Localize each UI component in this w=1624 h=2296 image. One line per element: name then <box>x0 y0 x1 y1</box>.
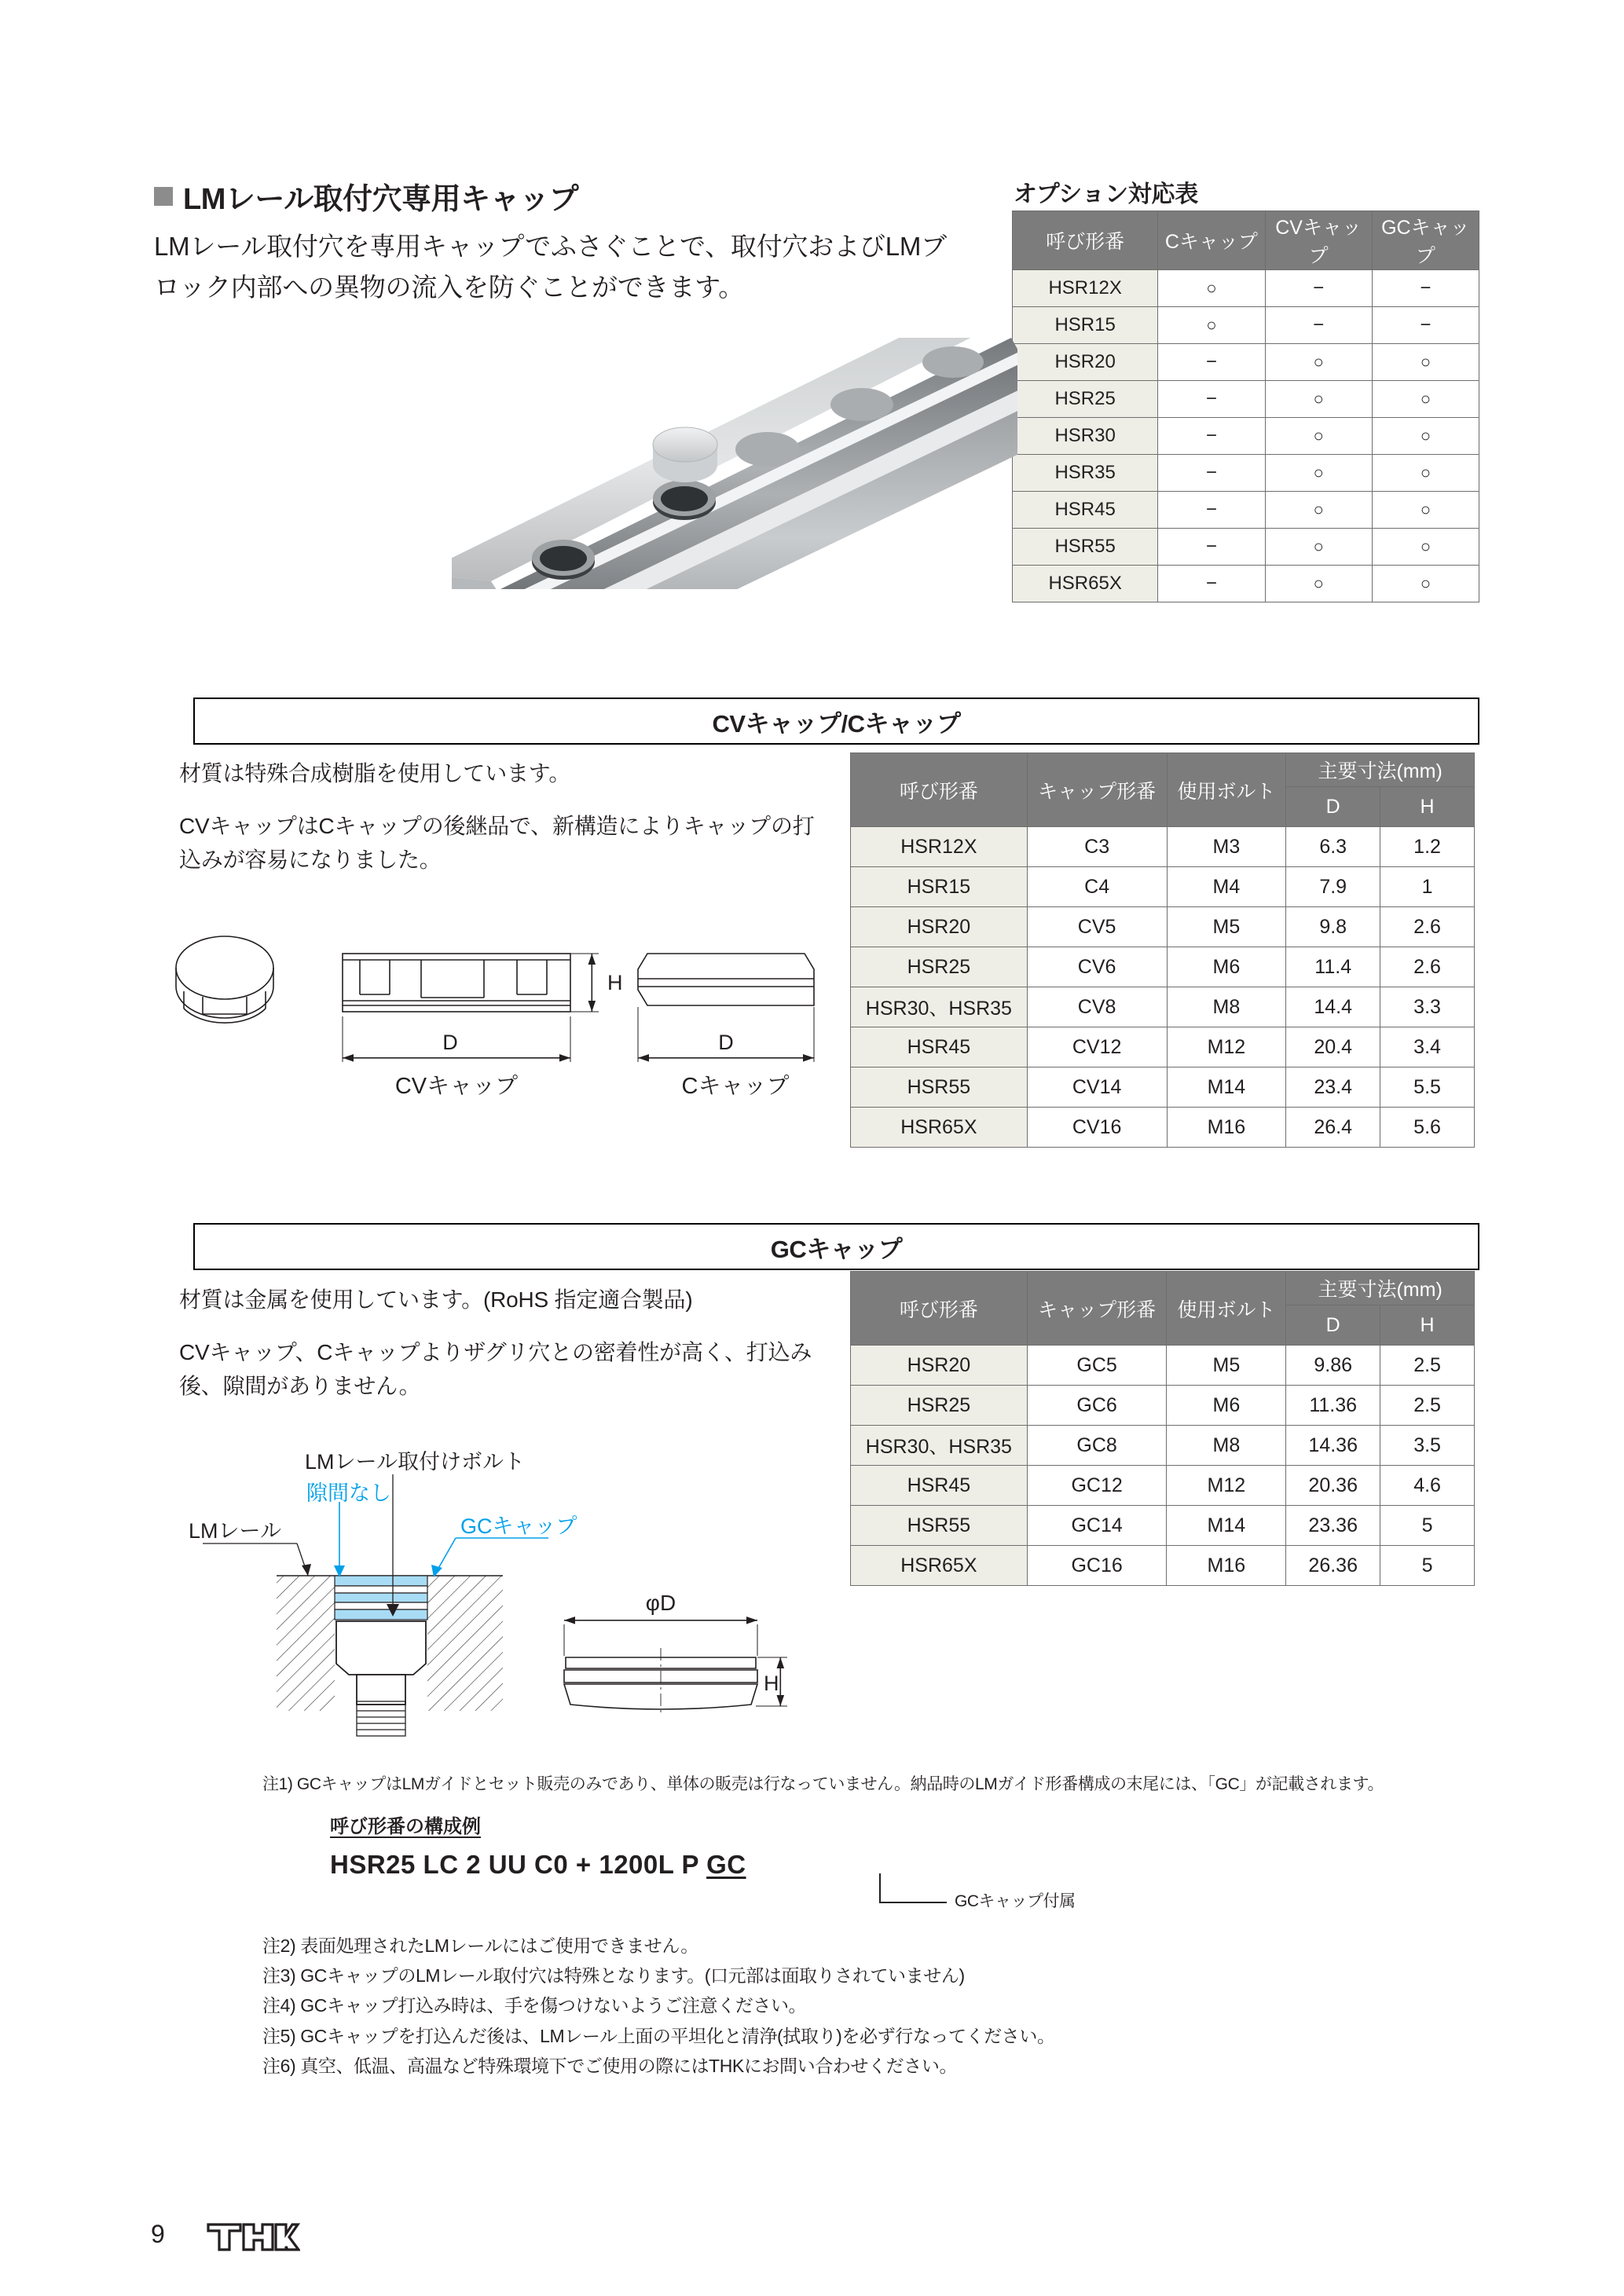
gc-col-h: H <box>1380 1305 1475 1346</box>
cv-paragraph-1: 材質は特殊合成樹脂を使用しています。 <box>179 761 571 785</box>
option-cell-c <box>1158 270 1265 307</box>
lm-rail-photo <box>452 338 1017 589</box>
spec-cell-d: 26.4 <box>1286 1108 1380 1148</box>
circle-mark-icon: ○ <box>1206 278 1217 298</box>
circle-mark-icon: ○ <box>1420 573 1432 593</box>
table-row <box>1013 455 1479 492</box>
spec-cell-bolt: M3 <box>1167 827 1286 867</box>
option-cell-model: HSR20 <box>1013 344 1158 381</box>
option-cell-cv <box>1265 381 1372 418</box>
section-band-cv-label: CVキャップ/Cキャップ <box>712 709 961 738</box>
gc-rail-label: LMレール <box>189 1519 281 1543</box>
spec-cell-cap: CV14 <box>1027 1067 1167 1108</box>
c-cap-caption: Cキャップ <box>681 1074 790 1099</box>
model-example-main: HSR25 LC 2 UU C0 + 1200L P <box>330 1850 707 1879</box>
option-cell-cv <box>1265 418 1372 455</box>
option-cell-cv <box>1265 270 1372 307</box>
section-band-gc <box>193 1223 1479 1270</box>
gc-col-cap: キャップ形番 <box>1027 1272 1167 1346</box>
gc-spec-table <box>850 1271 1475 1586</box>
gc-bolt-label: LMレール取付けボルト <box>305 1450 525 1474</box>
dash-mark-icon: − <box>1205 536 1217 557</box>
table-row <box>1013 418 1479 455</box>
table-row <box>1013 381 1479 418</box>
section-band-gc-label: GCキャップ <box>770 1235 903 1263</box>
spec-cell-model: HSR45 <box>851 1027 1028 1067</box>
table-row <box>1013 529 1479 566</box>
option-cell-cv <box>1265 566 1372 602</box>
spec-cell-h: 5 <box>1380 1546 1475 1586</box>
spec-cell-cap: GC16 <box>1027 1546 1167 1586</box>
section-band-cv <box>193 698 1479 745</box>
table-row <box>851 1466 1475 1506</box>
dash-mark-icon: − <box>1205 573 1217 594</box>
table-row <box>1013 307 1479 344</box>
spec-cell-cap: CV6 <box>1027 947 1167 987</box>
dash-mark-icon: − <box>1205 388 1217 409</box>
spec-cell-bolt: M16 <box>1167 1546 1286 1586</box>
table-row <box>851 947 1475 987</box>
option-cell-c <box>1158 566 1265 602</box>
cv-col-cap: キャップ形番 <box>1027 753 1167 827</box>
spec-cell-cap: GC8 <box>1027 1426 1167 1466</box>
spec-cell-h: 2.6 <box>1380 947 1475 987</box>
page-title <box>154 174 578 218</box>
cv-col-h: H <box>1380 787 1475 827</box>
callout-leader-horizontal <box>879 1902 947 1903</box>
spec-cell-cap: GC5 <box>1027 1346 1167 1386</box>
option-cell-model: HSR15 <box>1013 307 1158 344</box>
table-header-row <box>1013 211 1479 270</box>
spec-cell-bolt: M5 <box>1167 907 1286 947</box>
spec-cell-h: 5.6 <box>1380 1108 1475 1148</box>
circle-mark-icon: ○ <box>1420 352 1432 372</box>
spec-cell-d: 14.4 <box>1286 987 1380 1027</box>
spec-cell-h: 2.5 <box>1380 1346 1475 1386</box>
spec-cell-h: 5 <box>1380 1506 1475 1546</box>
spec-cell-model: HSR65X <box>851 1546 1028 1586</box>
dash-mark-icon: − <box>1205 425 1217 446</box>
gc-paragraph-2: CVキャップ、Cキャップよりザグリ穴との密着性が高く、打込み後、隙間がありません。 <box>179 1340 812 1399</box>
option-cell-c <box>1158 492 1265 529</box>
option-cell-gc <box>1372 418 1479 455</box>
option-cell-c <box>1158 307 1265 344</box>
spec-cell-model: HSR25 <box>851 1386 1028 1426</box>
option-cell-cv <box>1265 492 1372 529</box>
circle-mark-icon: ○ <box>1313 352 1324 372</box>
dash-mark-icon: − <box>1205 462 1217 483</box>
note-5: 注5) GCキャップを打込んだ後は、LMレール上面の平坦化と清浄(拭取り)を必ず行なってください。 <box>262 2025 1055 2046</box>
col-header-gc-cap: GCキャップ <box>1372 211 1479 270</box>
c-dim-d-label: D <box>718 1031 734 1054</box>
spec-cell-h: 3.3 <box>1380 987 1475 1027</box>
circle-mark-icon: ○ <box>1313 463 1324 482</box>
option-cell-c <box>1158 455 1265 492</box>
circle-mark-icon: ○ <box>1313 426 1324 445</box>
cv-paragraph-2: CVキャップはCキャップの後継品で、新構造によりキャップの打込みが容易になりました。 <box>179 814 815 873</box>
cv-cap-drawing <box>154 919 822 1147</box>
spec-cell-model: HSR30、HSR35 <box>851 987 1028 1027</box>
spec-cell-h: 1 <box>1380 867 1475 907</box>
option-cell-cv <box>1265 344 1372 381</box>
spec-cell-cap: CV5 <box>1027 907 1167 947</box>
spec-cell-d: 11.36 <box>1286 1386 1380 1426</box>
spec-cell-model: HSR55 <box>851 1067 1028 1108</box>
cv-dim-h-label: H <box>607 971 623 994</box>
option-cell-c <box>1158 381 1265 418</box>
spec-cell-d: 23.36 <box>1286 1506 1380 1546</box>
dash-mark-icon: − <box>1205 351 1217 372</box>
table-row <box>1013 344 1479 381</box>
spec-cell-bolt: M8 <box>1167 987 1286 1027</box>
spec-cell-cap: GC12 <box>1027 1466 1167 1506</box>
option-table-title: オプション対応表 <box>1014 181 1198 207</box>
spec-cell-h: 2.5 <box>1380 1386 1475 1426</box>
spec-cell-model: HSR65X <box>851 1108 1028 1148</box>
callout-label: GCキャップ付属 <box>955 1892 1076 1910</box>
option-cell-model: HSR25 <box>1013 381 1158 418</box>
gc-dim-h-label: H <box>764 1672 779 1695</box>
table-row <box>851 1067 1475 1108</box>
circle-mark-icon: ○ <box>1420 463 1432 482</box>
option-cell-cv <box>1265 455 1372 492</box>
spec-cell-d: 23.4 <box>1286 1067 1380 1108</box>
circle-mark-icon: ○ <box>1313 536 1324 556</box>
spec-cell-h: 5.5 <box>1380 1067 1475 1108</box>
table-row <box>851 1108 1475 1148</box>
option-cell-model: HSR65X <box>1013 566 1158 602</box>
gc-col-d: D <box>1286 1305 1380 1346</box>
spec-cell-d: 20.36 <box>1286 1466 1380 1506</box>
option-compatibility-table <box>1012 211 1479 602</box>
option-cell-gc <box>1372 344 1479 381</box>
cv-col-model: 呼び形番 <box>851 753 1028 827</box>
gc-cap-drawing <box>173 1437 817 1752</box>
circle-mark-icon: ○ <box>1420 389 1432 408</box>
gc-gap-label: 隙間なし <box>306 1481 391 1505</box>
cv-cap-caption: CVキャップ <box>394 1074 519 1099</box>
intro-paragraph: LMレール取付穴を専用キャップでふさぐことで、取付穴およびLMブロック内部への異物の流入を防ぐことができます。 <box>154 232 947 302</box>
option-cell-gc <box>1372 307 1479 344</box>
cap-illustration <box>653 427 717 482</box>
option-cell-gc <box>1372 455 1479 492</box>
table-row <box>1013 492 1479 529</box>
option-cell-model: HSR55 <box>1013 529 1158 566</box>
cv-spec-table <box>850 753 1475 1148</box>
option-cell-gc <box>1372 529 1479 566</box>
col-header-c-cap: Cキャップ <box>1158 211 1265 270</box>
gc-dim-phid-label: φD <box>645 1591 676 1615</box>
spec-cell-bolt: M14 <box>1167 1506 1286 1546</box>
dash-mark-icon: − <box>1313 314 1325 335</box>
dash-mark-icon: − <box>1420 277 1432 298</box>
table-row <box>851 827 1475 867</box>
cv-col-bolt: 使用ボルト <box>1167 753 1286 827</box>
spec-cell-d: 20.4 <box>1286 1027 1380 1067</box>
spec-cell-model: HSR20 <box>851 907 1028 947</box>
option-cell-model: HSR12X <box>1013 270 1158 307</box>
table-row <box>851 987 1475 1027</box>
spec-cell-bolt: M8 <box>1167 1426 1286 1466</box>
circle-mark-icon: ○ <box>1420 500 1432 519</box>
circle-mark-icon: ○ <box>1313 573 1324 593</box>
spec-cell-model: HSR15 <box>851 867 1028 907</box>
circle-mark-icon: ○ <box>1420 426 1432 445</box>
gc-col-dims: 主要寸法(mm) <box>1286 1272 1475 1305</box>
option-cell-gc <box>1372 270 1479 307</box>
spec-cell-cap: CV12 <box>1027 1027 1167 1067</box>
option-cell-model: HSR45 <box>1013 492 1158 529</box>
spec-cell-bolt: M16 <box>1167 1108 1286 1148</box>
notes-list <box>262 1931 1055 2081</box>
spec-cell-bolt: M14 <box>1167 1067 1286 1108</box>
spec-cell-bolt: M12 <box>1167 1027 1286 1067</box>
table-row <box>851 1506 1475 1546</box>
table-row <box>851 1546 1475 1586</box>
option-cell-model: HSR30 <box>1013 418 1158 455</box>
bullet-square-icon <box>154 187 173 206</box>
option-cell-gc <box>1372 566 1479 602</box>
table-row <box>851 1346 1475 1386</box>
spec-cell-d: 7.9 <box>1286 867 1380 907</box>
note-6: 注6) 真空、低温、高温など特殊環境下でご使用の際にはTHKにお問い合わせください。 <box>262 2055 958 2076</box>
spec-cell-d: 14.36 <box>1286 1426 1380 1466</box>
thk-logo <box>206 2221 300 2257</box>
spec-cell-h: 3.5 <box>1380 1426 1475 1466</box>
note-2: 注2) 表面処理されたLMレールにはご使用できません。 <box>262 1935 698 1956</box>
spec-cell-bolt: M12 <box>1167 1466 1286 1506</box>
circle-mark-icon: ○ <box>1313 389 1324 408</box>
col-header-cv-cap: CVキャップ <box>1265 211 1372 270</box>
gc-paragraph-1: 材質は金属を使用しています。(RoHS 指定適合製品) <box>179 1287 693 1312</box>
cv-dim-d-label: D <box>442 1031 458 1054</box>
spec-cell-cap: GC14 <box>1027 1506 1167 1546</box>
spec-cell-h: 4.6 <box>1380 1466 1475 1506</box>
option-cell-c <box>1158 529 1265 566</box>
gc-col-model: 呼び形番 <box>851 1272 1028 1346</box>
spec-cell-model: HSR12X <box>851 827 1028 867</box>
page-title-text: LMレール取付穴専用キャップ <box>183 183 579 216</box>
option-cell-gc <box>1372 492 1479 529</box>
option-cell-cv <box>1265 307 1372 344</box>
spec-cell-bolt: M6 <box>1167 947 1286 987</box>
circle-mark-icon: ○ <box>1420 536 1432 556</box>
spec-cell-cap: CV8 <box>1027 987 1167 1027</box>
option-cell-gc <box>1372 381 1479 418</box>
spec-cell-cap: GC6 <box>1027 1386 1167 1426</box>
spec-cell-bolt: M4 <box>1167 867 1286 907</box>
table-row <box>1013 566 1479 602</box>
spec-cell-d: 9.86 <box>1286 1346 1380 1386</box>
spec-cell-h: 1.2 <box>1380 827 1475 867</box>
spec-cell-h: 3.4 <box>1380 1027 1475 1067</box>
spec-cell-model: HSR20 <box>851 1346 1028 1386</box>
spec-cell-cap: C4 <box>1027 867 1167 907</box>
option-cell-c <box>1158 344 1265 381</box>
dash-mark-icon: − <box>1313 277 1325 298</box>
gc-col-bolt: 使用ボルト <box>1167 1272 1286 1346</box>
option-cell-model: HSR35 <box>1013 455 1158 492</box>
note-3: 注3) GCキャップのLMレール取付穴は特殊となります。(口元部は面取りされていません) <box>262 1965 965 1987</box>
option-cell-cv <box>1265 529 1372 566</box>
circle-mark-icon: ○ <box>1206 315 1217 335</box>
table-row <box>851 907 1475 947</box>
page-number: 9 <box>151 2220 165 2248</box>
spec-cell-bolt: M5 <box>1167 1346 1286 1386</box>
spec-cell-cap: C3 <box>1027 827 1167 867</box>
table-row <box>851 1386 1475 1426</box>
option-cell-c <box>1158 418 1265 455</box>
cv-col-dims: 主要寸法(mm) <box>1286 753 1475 787</box>
gc-cap-label: GCキャップ <box>460 1514 577 1538</box>
spec-cell-d: 11.4 <box>1286 947 1380 987</box>
spec-cell-d: 6.3 <box>1286 827 1380 867</box>
cv-col-d: D <box>1286 787 1380 827</box>
model-example-gc: GC <box>706 1850 746 1879</box>
table-row <box>851 1027 1475 1067</box>
circle-mark-icon: ○ <box>1313 500 1324 519</box>
table-row <box>1013 270 1479 307</box>
dash-mark-icon: − <box>1420 314 1432 335</box>
spec-cell-h: 2.6 <box>1380 907 1475 947</box>
note-4: 注4) GCキャップ打込み時は、手を傷つけないようご注意ください。 <box>262 1995 807 2016</box>
note-1: 注1) GCキャップはLMガイドとセット販売のみであり、単体の販売は行なっていません。納品時のLMガイド形番構成の末尾には、「GC」が記載されます。 <box>262 1775 1384 1793</box>
table-row <box>851 1426 1475 1466</box>
spec-cell-bolt: M6 <box>1167 1386 1286 1426</box>
col-header-model: 呼び形番 <box>1013 211 1158 270</box>
spec-cell-cap: CV16 <box>1027 1108 1167 1148</box>
spec-cell-model: HSR55 <box>851 1506 1028 1546</box>
spec-cell-model: HSR45 <box>851 1466 1028 1506</box>
spec-cell-model: HSR25 <box>851 947 1028 987</box>
spec-cell-model: HSR30、HSR35 <box>851 1426 1028 1466</box>
model-example-label: 呼び形番の構成例 <box>330 1816 481 1837</box>
spec-cell-d: 9.8 <box>1286 907 1380 947</box>
callout-leader-vertical <box>879 1873 881 1903</box>
model-example <box>330 1850 746 1880</box>
table-row <box>851 867 1475 907</box>
spec-cell-d: 26.36 <box>1286 1546 1380 1586</box>
dash-mark-icon: − <box>1205 499 1217 520</box>
